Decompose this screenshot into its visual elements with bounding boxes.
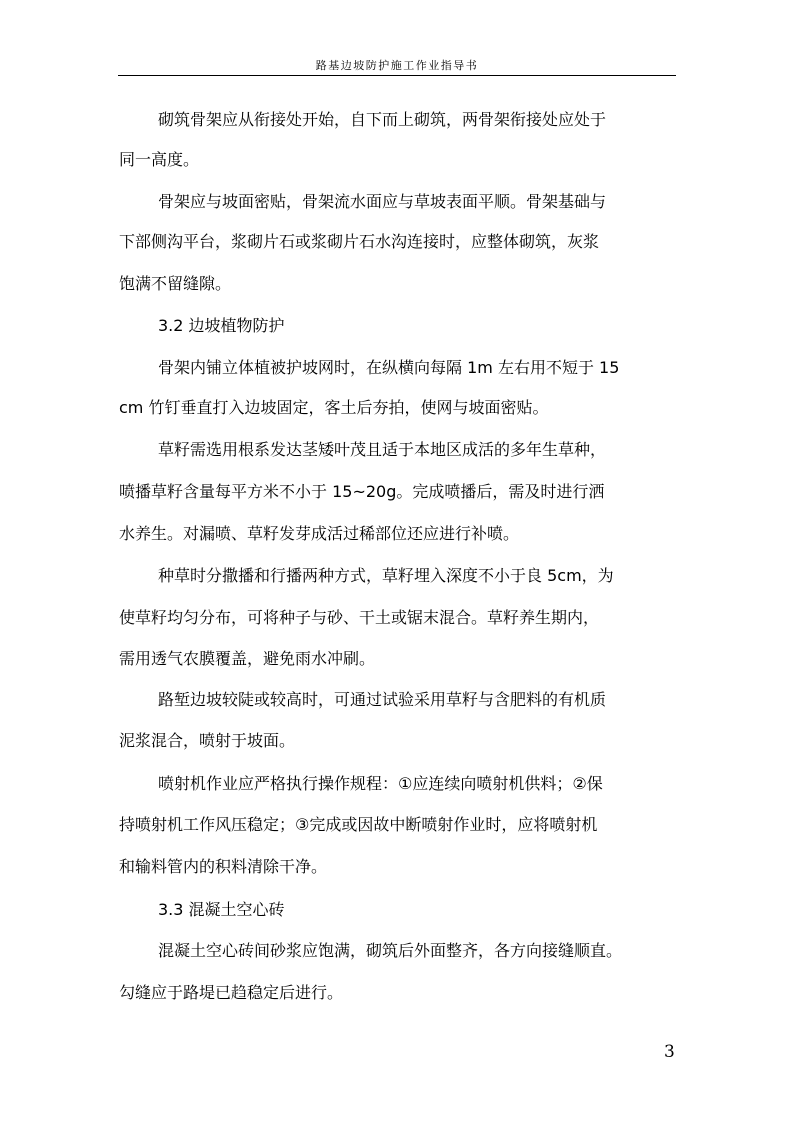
section-heading: 3.2 边坡植物防护	[158, 316, 285, 335]
text-line: 泥浆混合，喷射于坡面。	[119, 731, 296, 750]
text-line: 路堑边坡较陡或较高时，可通过试验采用草籽与含肥料的有机质	[158, 690, 607, 709]
section-heading: 3.3 混凝土空心砖	[158, 900, 285, 919]
page-number: 3	[664, 1042, 675, 1062]
text-line: cm 竹钉垂直打入边坡固定，客土后夯拍，使网与坡面密贴。	[119, 398, 549, 417]
text-line: 喷播草籽含量每平方米不小于 15~20g。完成喷播后，需及时进行洒	[119, 482, 605, 501]
text-line: 草籽需选用根系发达茎矮叶茂且适于本地区成活的多年生草种，	[158, 440, 607, 459]
text-line: 使草籽均匀分布，可将种子与砂、干土或锯末混合。草籽养生期内，	[119, 608, 600, 627]
text-line: 下部侧沟平台，浆砌片石或浆砌片石水沟连接时，应整体砌筑，灰浆	[119, 232, 600, 251]
text-line: 水养生。对漏喷、草籽发芽成活过稀部位还应进行补喷。	[119, 524, 520, 543]
text-line: 骨架应与坡面密贴，骨架流水面应与草坡表面平顺。骨架基础与	[158, 192, 607, 211]
text-line: 同一高度。	[119, 150, 200, 169]
text-line: 喷射机作业应严格执行操作规程：①应连续向喷射机供料；②保	[158, 774, 603, 793]
header-title: 路基边坡防护施工作业指导书	[315, 59, 479, 72]
text-line: 混凝土空心砖间砂浆应饱满，砌筑后外面整齐，各方向接缝顺直。	[158, 941, 623, 960]
text-line: 和输料管内的积料清除干净。	[119, 857, 328, 876]
text-line: 持喷射机工作风压稳定；③完成或因故中断喷射作业时，应将喷射机	[119, 815, 598, 834]
text-line: 砌筑骨架应从衔接处开始，自下而上砌筑，两骨架衔接处应处于	[158, 110, 607, 129]
header-divider	[118, 75, 676, 76]
text-line: 骨架内铺立体植被护坡网时，在纵横向每隔 1m 左右用不短于 15	[158, 358, 620, 377]
text-line: 勾缝应于路堤已趋稳定后进行。	[119, 983, 344, 1002]
text-line: 种草时分撒播和行播两种方式，草籽埋入深度不小于良 5cm，为	[158, 566, 614, 585]
text-line: 饱满不留缝隙。	[119, 274, 232, 293]
text-line: 需用透气农膜覆盖，避免雨水冲刷。	[119, 649, 376, 668]
